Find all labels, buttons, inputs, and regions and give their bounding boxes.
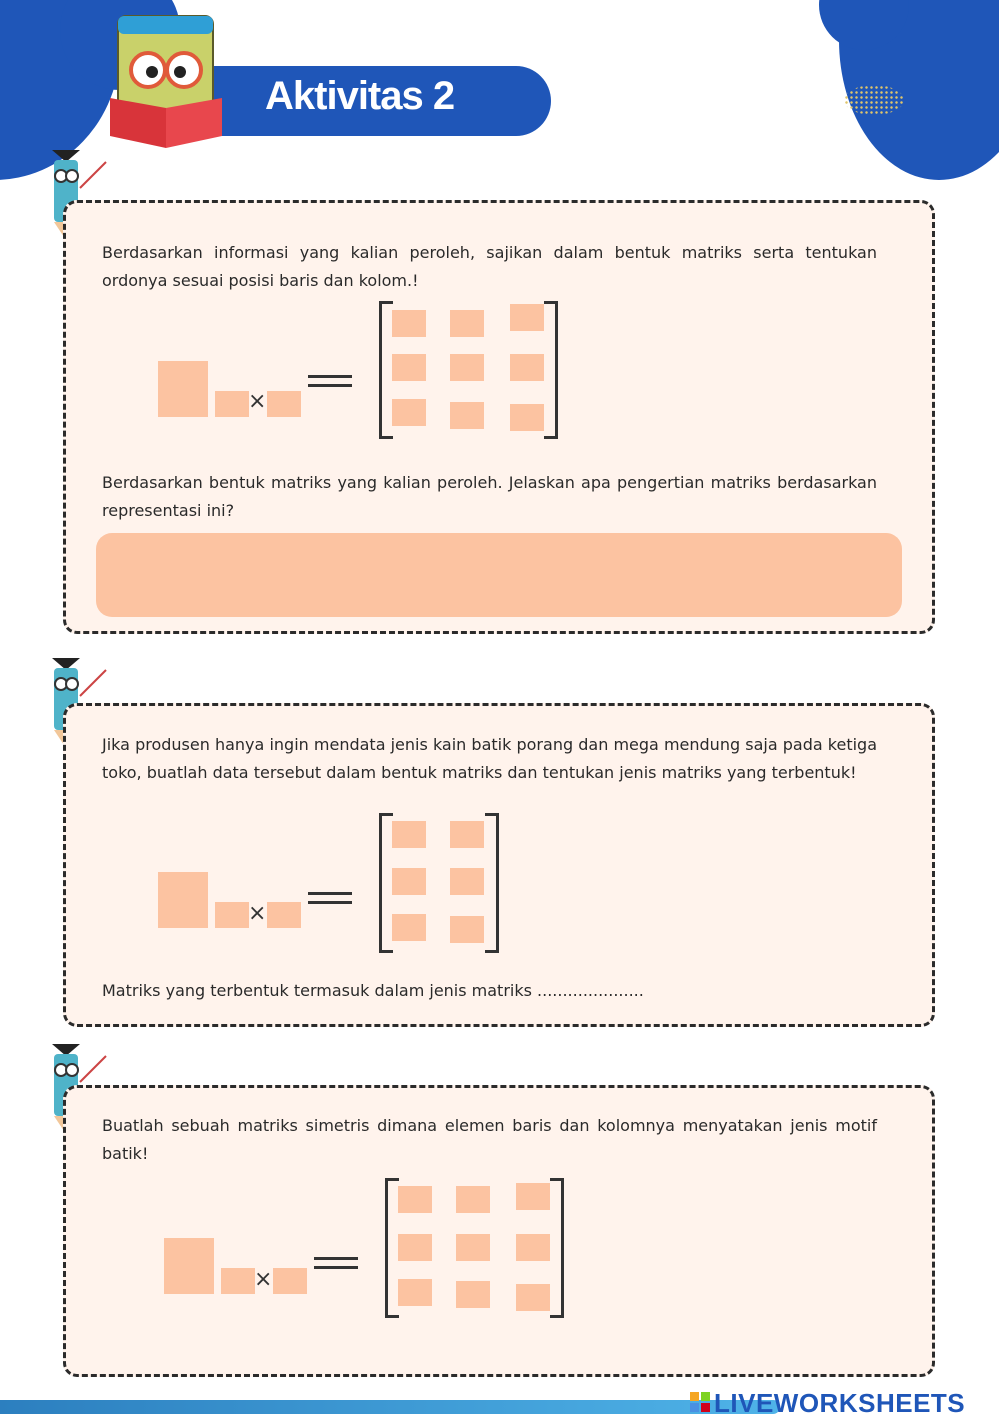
decorative-speckle [844,85,904,115]
matrix-col-order-input[interactable] [273,1268,307,1294]
matrix-name-input[interactable] [164,1238,214,1294]
matrix-cell-input[interactable] [456,1186,490,1213]
matrix-cell-input[interactable] [450,821,484,848]
page-title: Aktivitas 2 [265,74,455,118]
times-sign: × [248,389,267,414]
matrix-cell-input[interactable] [510,354,544,381]
matrix-bracket-left [379,813,393,953]
matrix-cell-input[interactable] [516,1284,550,1311]
matrix-cell-input[interactable] [392,354,426,381]
matrix-cell-input[interactable] [392,310,426,337]
footer-brand: LIVEWORKSHEETS [714,1388,966,1418]
matrix-cell-input[interactable] [510,404,544,431]
card-prompt: Berdasarkan informasi yang kalian peroleh, sajikan dalam bentuk matriks serta tentukan ordonya sesuai posisi baris dan kolom.! [102,243,877,290]
footer-wave [0,1400,780,1414]
matrix-cell-input[interactable] [456,1281,490,1308]
card-prompt: Buatlah sebuah matriks simetris dimana elemen baris dan kolomnya menyatakan jenis motif batik! [102,1116,877,1163]
equals-sign [314,1257,358,1269]
matrix-col-order-input[interactable] [267,902,301,928]
matrix-cell-input[interactable] [392,868,426,895]
card-prompt: Jika produsen hanya ingin mendata jenis kain batik porang dan mega mendung saja pada ketiga toko, buatlah data tersebut dalam bentuk matriks dan tentukan jenis matriks yang terbentuk! [102,735,877,782]
matrix-cell-input[interactable] [450,310,484,337]
matrix-row-order-input[interactable] [215,902,249,928]
matrix-name-input[interactable] [158,872,208,928]
matrix-row-order-input[interactable] [221,1268,255,1294]
book-mascot-icon [108,8,228,148]
activity-card-2 [63,703,935,1027]
matrix-cell-input[interactable] [398,1234,432,1261]
matrix-bracket-right [544,301,558,439]
answer-input[interactable] [96,533,902,617]
matrix-cell-input[interactable] [392,821,426,848]
activity-card-3 [63,1085,935,1377]
matrix-name-input[interactable] [158,361,208,417]
activity-card-1 [63,200,935,634]
matrix-cell-input[interactable] [392,399,426,426]
times-sign: × [254,1267,273,1292]
matrix-cell-input[interactable] [456,1234,490,1261]
matrix-bracket-left [385,1178,399,1318]
matrix-cell-input[interactable] [516,1234,550,1261]
card-question: Berdasarkan bentuk matriks yang kalian peroleh. Jelaskan apa pengertian matriks berdasarkan representasi ini? [102,473,877,520]
liveworksheets-logo-icon [690,1392,710,1412]
matrix-cell-input[interactable] [450,868,484,895]
matrix-cell-input[interactable] [516,1183,550,1210]
card-statement: Matriks yang terbentuk termasuk dalam jenis matriks ..................... [102,981,644,1000]
equals-sign [308,375,352,387]
matrix-bracket-left [379,301,393,439]
times-sign: × [248,901,267,926]
matrix-cell-input[interactable] [392,914,426,941]
matrix-cell-input[interactable] [510,304,544,331]
matrix-bracket-right [550,1178,564,1318]
matrix-row-order-input[interactable] [215,391,249,417]
matrix-bracket-right [485,813,499,953]
matrix-cell-input[interactable] [450,916,484,943]
matrix-col-order-input[interactable] [267,391,301,417]
matrix-cell-input[interactable] [398,1279,432,1306]
matrix-cell-input[interactable] [450,402,484,429]
matrix-cell-input[interactable] [398,1186,432,1213]
equals-sign [308,892,352,904]
matrix-cell-input[interactable] [450,354,484,381]
